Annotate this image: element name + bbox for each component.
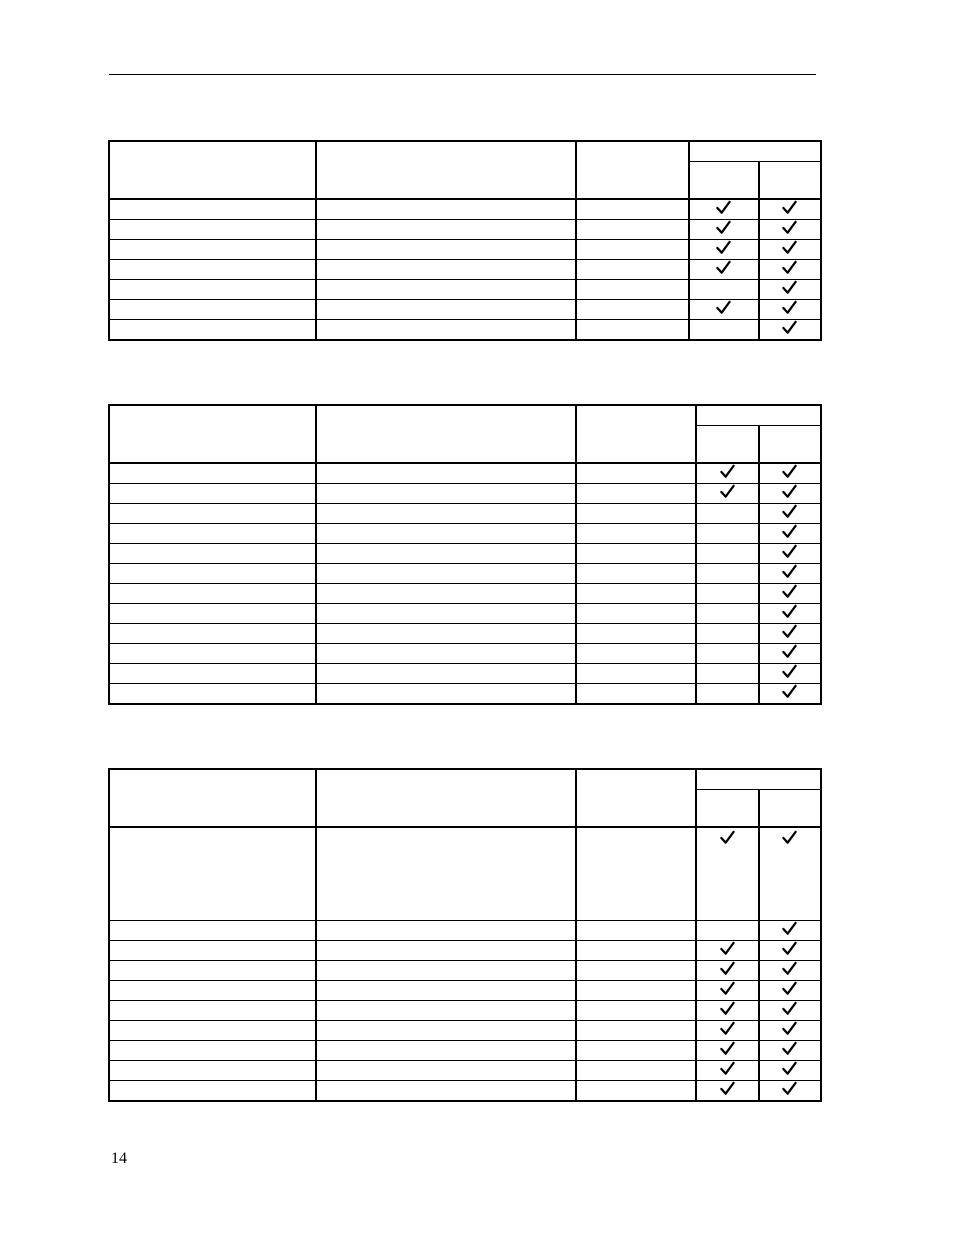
header-group-cell	[689, 141, 821, 162]
table-cell	[316, 260, 577, 280]
check-cell-b	[759, 981, 821, 1001]
check-cell-a	[696, 1041, 759, 1061]
check-icon	[782, 644, 797, 659]
header-subcell-b	[759, 790, 821, 828]
table-cell	[316, 300, 577, 320]
check-cell-b	[759, 644, 821, 664]
check-cell-a	[696, 1001, 759, 1021]
header-cell-col3	[576, 769, 695, 827]
check-icon	[720, 981, 735, 996]
table-cell	[316, 1081, 577, 1102]
header-cell-col2	[316, 141, 577, 199]
header-cell-col1	[109, 405, 316, 463]
table-cell	[316, 921, 577, 941]
check-icon	[716, 200, 731, 215]
table-row	[109, 463, 821, 484]
table-cell	[109, 463, 316, 484]
check-icon	[720, 961, 735, 976]
check-icon	[716, 300, 731, 315]
check-cell-b	[759, 961, 821, 981]
table-row	[109, 1061, 821, 1081]
table-cell	[576, 1061, 695, 1081]
check-icon	[782, 524, 797, 539]
check-cell-b	[759, 1061, 821, 1081]
table-cell	[316, 544, 577, 564]
table-cell	[316, 624, 577, 644]
table-cell	[316, 280, 577, 300]
check-icon	[782, 1061, 797, 1076]
table-cell	[109, 260, 316, 280]
check-cell-b	[759, 624, 821, 644]
check-cell-b	[759, 921, 821, 941]
check-cell-b	[759, 320, 821, 341]
table-row	[109, 564, 821, 584]
table-row	[109, 240, 821, 260]
table-cell	[109, 280, 316, 300]
check-cell-a	[696, 484, 759, 504]
check-cell-a	[689, 240, 759, 260]
table-row	[109, 199, 821, 220]
table-cell	[109, 300, 316, 320]
check-cell-a	[696, 564, 759, 584]
table-row	[109, 220, 821, 240]
check-cell-b	[759, 504, 821, 524]
table-row	[109, 260, 821, 280]
table-cell	[109, 624, 316, 644]
check-cell-b	[759, 220, 821, 240]
check-cell-a	[689, 199, 759, 220]
check-icon	[782, 684, 797, 699]
header-cell-col2	[316, 405, 577, 463]
table-cell	[576, 544, 695, 564]
table-cell	[316, 320, 577, 341]
table-cell	[109, 199, 316, 220]
check-cell-a	[696, 1081, 759, 1102]
check-cell-b	[759, 604, 821, 624]
header-cell-col3	[576, 141, 688, 199]
check-icon	[782, 584, 797, 599]
check-cell-a	[696, 664, 759, 684]
table-cell	[109, 604, 316, 624]
table-row	[109, 484, 821, 504]
table-cell	[576, 684, 695, 705]
check-icon	[782, 464, 797, 479]
table-cell	[576, 240, 688, 260]
table-cell	[576, 320, 688, 341]
check-icon	[782, 200, 797, 215]
table-row	[109, 684, 821, 705]
table-cell	[576, 484, 695, 504]
table-row	[109, 1081, 821, 1102]
check-cell-b	[759, 684, 821, 705]
check-cell-b	[759, 240, 821, 260]
check-cell-a	[696, 684, 759, 705]
check-icon	[782, 604, 797, 619]
table-cell	[109, 484, 316, 504]
table-cell	[109, 684, 316, 705]
table-row	[109, 544, 821, 564]
table-cell	[316, 961, 577, 981]
table-cell	[576, 1001, 695, 1021]
check-icon	[782, 961, 797, 976]
table-cell	[316, 463, 577, 484]
check-cell-b	[759, 941, 821, 961]
check-icon	[720, 464, 735, 479]
header-cell-col3	[576, 405, 695, 463]
table-cell	[109, 1021, 316, 1041]
table-row	[109, 664, 821, 684]
page-number: 14	[111, 1150, 127, 1167]
table-row	[109, 320, 821, 341]
table-cell	[316, 220, 577, 240]
check-icon	[782, 1081, 797, 1096]
check-cell-a	[696, 921, 759, 941]
table-cell	[316, 504, 577, 524]
header-subcell-a	[696, 790, 759, 828]
check-cell-a	[689, 280, 759, 300]
check-icon	[720, 1041, 735, 1056]
table-cell	[316, 240, 577, 260]
table-row	[109, 827, 821, 921]
table-cell	[316, 827, 577, 921]
check-icon	[782, 300, 797, 315]
header-group-cell	[696, 405, 821, 426]
check-icon	[782, 981, 797, 996]
check-cell-a	[696, 941, 759, 961]
check-cell-b	[759, 1021, 821, 1041]
table-row	[109, 1001, 821, 1021]
table-cell	[316, 199, 577, 220]
check-icon	[782, 921, 797, 936]
table-cell	[576, 1081, 695, 1102]
table-row	[109, 1021, 821, 1041]
table-cell	[316, 941, 577, 961]
check-cell-a	[689, 300, 759, 320]
compatibility-table-3	[108, 768, 822, 1102]
table-cell	[316, 981, 577, 1001]
check-cell-b	[759, 584, 821, 604]
table-row	[109, 524, 821, 544]
check-cell-a	[696, 584, 759, 604]
check-icon	[720, 941, 735, 956]
table-cell	[576, 921, 695, 941]
check-cell-b	[759, 664, 821, 684]
check-icon	[720, 830, 735, 845]
check-icon	[720, 1061, 735, 1076]
check-cell-a	[689, 320, 759, 341]
table-cell	[109, 524, 316, 544]
check-cell-a	[696, 981, 759, 1001]
table-cell	[576, 463, 695, 484]
check-icon	[716, 260, 731, 275]
check-cell-b	[759, 1041, 821, 1061]
table-cell	[576, 504, 695, 524]
check-cell-b	[759, 484, 821, 504]
check-cell-a	[696, 463, 759, 484]
table-cell	[576, 941, 695, 961]
header-cell-col2	[316, 769, 577, 827]
table-cell	[316, 644, 577, 664]
table-cell	[576, 644, 695, 664]
check-icon	[782, 280, 797, 295]
check-icon	[782, 220, 797, 235]
table-row	[109, 300, 821, 320]
table-cell	[576, 564, 695, 584]
check-icon	[782, 544, 797, 559]
check-cell-b	[759, 564, 821, 584]
table-cell	[576, 664, 695, 684]
table-cell	[576, 961, 695, 981]
table-cell	[316, 1061, 577, 1081]
check-icon	[782, 484, 797, 499]
header-rule	[109, 74, 816, 75]
check-icon	[782, 941, 797, 956]
table-cell	[316, 664, 577, 684]
check-cell-b	[759, 1001, 821, 1021]
header-group-cell	[696, 769, 821, 790]
header-subcell-a	[689, 162, 759, 200]
check-icon	[782, 1041, 797, 1056]
check-cell-a	[696, 604, 759, 624]
check-cell-a	[696, 1021, 759, 1041]
check-icon	[716, 220, 731, 235]
compatibility-table-1	[108, 140, 822, 341]
check-cell-b	[759, 524, 821, 544]
table-cell	[109, 584, 316, 604]
check-cell-b	[759, 199, 821, 220]
table-cell	[109, 320, 316, 341]
check-icon	[782, 564, 797, 579]
check-icon	[720, 1081, 735, 1096]
table-row	[109, 584, 821, 604]
table-cell	[576, 827, 695, 921]
table-cell	[576, 524, 695, 544]
table-row	[109, 1041, 821, 1061]
table-row	[109, 604, 821, 624]
table-cell	[316, 1041, 577, 1061]
check-cell-b	[759, 544, 821, 564]
table-cell	[576, 624, 695, 644]
table-cell	[316, 604, 577, 624]
check-icon	[716, 240, 731, 255]
check-icon	[782, 624, 797, 639]
check-cell-a	[696, 544, 759, 564]
check-icon	[782, 664, 797, 679]
check-cell-a	[696, 524, 759, 544]
header-subcell-b	[759, 162, 821, 200]
table-row	[109, 644, 821, 664]
check-cell-b	[759, 1081, 821, 1102]
check-cell-a	[696, 1061, 759, 1081]
table-cell	[109, 564, 316, 584]
table-cell	[109, 981, 316, 1001]
table-cell	[109, 921, 316, 941]
table-cell	[576, 280, 688, 300]
table-row	[109, 941, 821, 961]
table-cell	[316, 524, 577, 544]
check-cell-a	[689, 220, 759, 240]
table-cell	[576, 300, 688, 320]
header-cell-col1	[109, 769, 316, 827]
check-cell-b	[759, 300, 821, 320]
table-cell	[109, 220, 316, 240]
table-cell	[576, 260, 688, 280]
table-cell	[576, 981, 695, 1001]
header-cell-col1	[109, 141, 316, 199]
table-cell	[316, 484, 577, 504]
table-cell	[109, 1061, 316, 1081]
check-icon	[782, 830, 797, 845]
table-cell	[109, 544, 316, 564]
check-icon	[782, 1021, 797, 1036]
table-row	[109, 981, 821, 1001]
check-cell-a	[689, 260, 759, 280]
table-row	[109, 280, 821, 300]
table-cell	[576, 199, 688, 220]
table-cell	[109, 827, 316, 921]
table-cell	[316, 564, 577, 584]
check-icon	[720, 484, 735, 499]
check-cell-a	[696, 827, 759, 921]
table-cell	[109, 1041, 316, 1061]
check-cell-a	[696, 644, 759, 664]
check-icon	[782, 320, 797, 335]
table-cell	[576, 604, 695, 624]
table-cell	[109, 961, 316, 981]
table-cell	[576, 220, 688, 240]
table-cell	[576, 1041, 695, 1061]
table-cell	[316, 1001, 577, 1021]
check-cell-b	[759, 463, 821, 484]
table-row	[109, 504, 821, 524]
table-cell	[109, 240, 316, 260]
table-cell	[316, 584, 577, 604]
table-cell	[316, 1021, 577, 1041]
table-cell	[109, 1001, 316, 1021]
table-cell	[316, 684, 577, 705]
check-cell-b	[759, 827, 821, 921]
check-cell-a	[696, 504, 759, 524]
check-cell-b	[759, 260, 821, 280]
table-cell	[109, 664, 316, 684]
check-cell-a	[696, 624, 759, 644]
header-subcell-a	[696, 426, 759, 464]
table-cell	[109, 1081, 316, 1102]
check-icon	[720, 1021, 735, 1036]
table-cell	[109, 644, 316, 664]
check-icon	[782, 1001, 797, 1016]
check-cell-a	[696, 961, 759, 981]
table-cell	[109, 504, 316, 524]
table-row	[109, 961, 821, 981]
check-icon	[782, 240, 797, 255]
check-icon	[720, 1001, 735, 1016]
header-subcell-b	[759, 426, 821, 464]
check-icon	[782, 260, 797, 275]
table-cell	[576, 1021, 695, 1041]
table-row	[109, 921, 821, 941]
table-row	[109, 624, 821, 644]
compatibility-table-2	[108, 404, 822, 705]
table-cell	[109, 941, 316, 961]
check-cell-b	[759, 280, 821, 300]
check-icon	[782, 504, 797, 519]
table-cell	[576, 584, 695, 604]
